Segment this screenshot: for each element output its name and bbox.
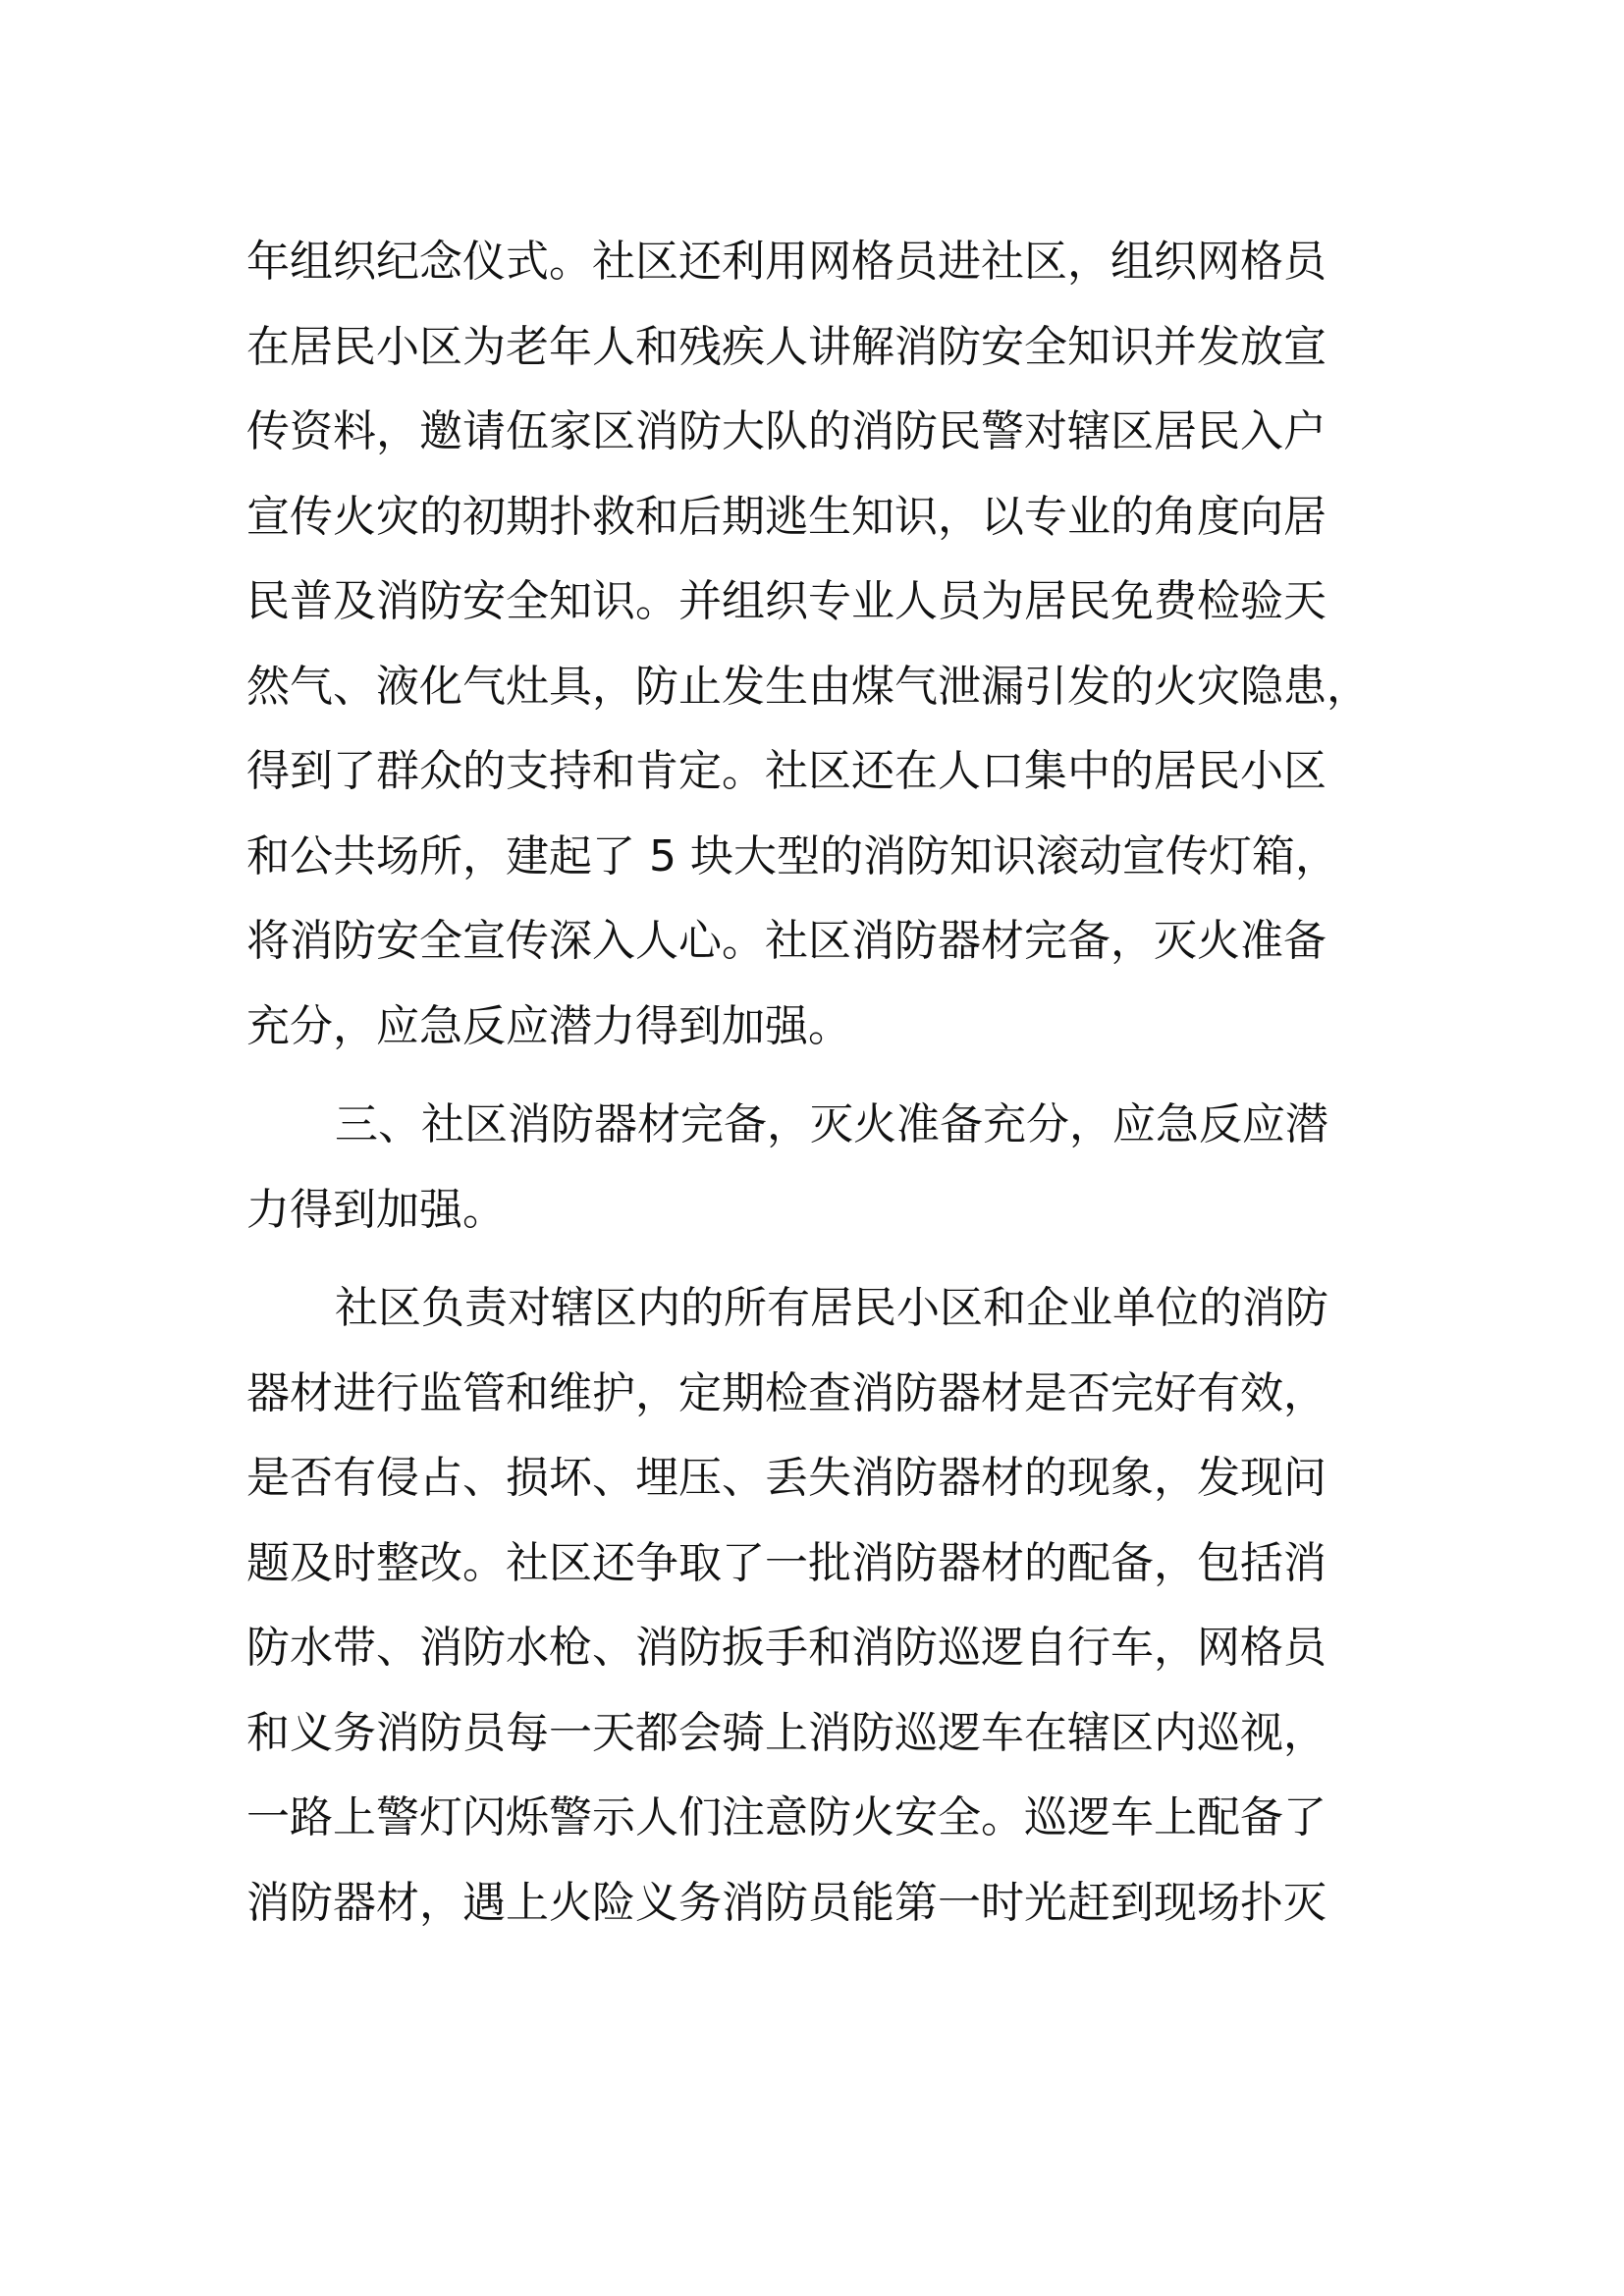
text-line: 器材进行监管和维护，定期检查消防器材是否完好有效， [246, 1367, 1326, 1418]
text-line: 和公共场所，建起了 5 块大型的消防知识滚动宣传灯箱， [246, 830, 1338, 881]
text-line: 是否有侵占、损坏、埋压、丢失消防器材的现象，发现问 [246, 1453, 1326, 1503]
text-line: 三、社区消防器材完备，灭火准备充分，应急反应潜 [335, 1099, 1328, 1149]
text-line: 充分，应急反应潜力得到加强。 [246, 1000, 851, 1051]
text-line: 然气、液化气灶具，防止发生由煤气泄漏引发的火灾隐患， [246, 661, 1370, 712]
text-line: 消防器材，遇上火险义务消防员能第一时光赶到现场扑灭 [246, 1877, 1326, 1928]
paragraph-spacer [246, 1253, 1378, 1266]
text-line: 一路上警灯闪烁警示人们注意防火安全。巡逻车上配备了 [246, 1792, 1326, 1842]
paragraph-spacer [246, 1069, 1378, 1083]
text-line: 力得到加强。 [246, 1184, 506, 1235]
paragraph-1 [246, 220, 1378, 1069]
text-line: 题及时整改。社区还争取了一批消防器材的配备，包括消 [246, 1537, 1326, 1588]
text-line: 和义务消防员每一天都会骑上消防巡逻车在辖区内巡视， [246, 1707, 1326, 1758]
document-body [246, 220, 1378, 1946]
text-line: 传资料，邀请伍家区消防大队的消防民警对辖区居民入户 [246, 406, 1326, 456]
paragraph-3 [246, 1266, 1378, 1946]
text-line: 年组织纪念仪式。社区还利用网格员进社区，组织网格员 [246, 237, 1326, 287]
text-line: 得到了群众的支持和肯定。社区还在人口集中的居民小区 [246, 746, 1326, 796]
text-line: 社区负责对辖区内的所有居民小区和企业单位的消防 [335, 1283, 1328, 1333]
text-line: 在居民小区为老年人和残疾人讲解消防安全知识并发放宣 [246, 321, 1326, 372]
text-line: 防水带、消防水枪、消防扳手和消防巡逻自行车，网格员 [246, 1623, 1326, 1673]
text-line: 民普及消防安全知识。并组织专业人员为居民免费检验天 [246, 576, 1326, 626]
text-line: 宣传火灾的初期扑救和后期逃生知识，以专业的角度向居 [246, 491, 1326, 542]
text-line: 将消防安全宣传深入人心。社区消防器材完备，灭火准备 [246, 916, 1326, 966]
paragraph-2-heading [246, 1083, 1378, 1253]
